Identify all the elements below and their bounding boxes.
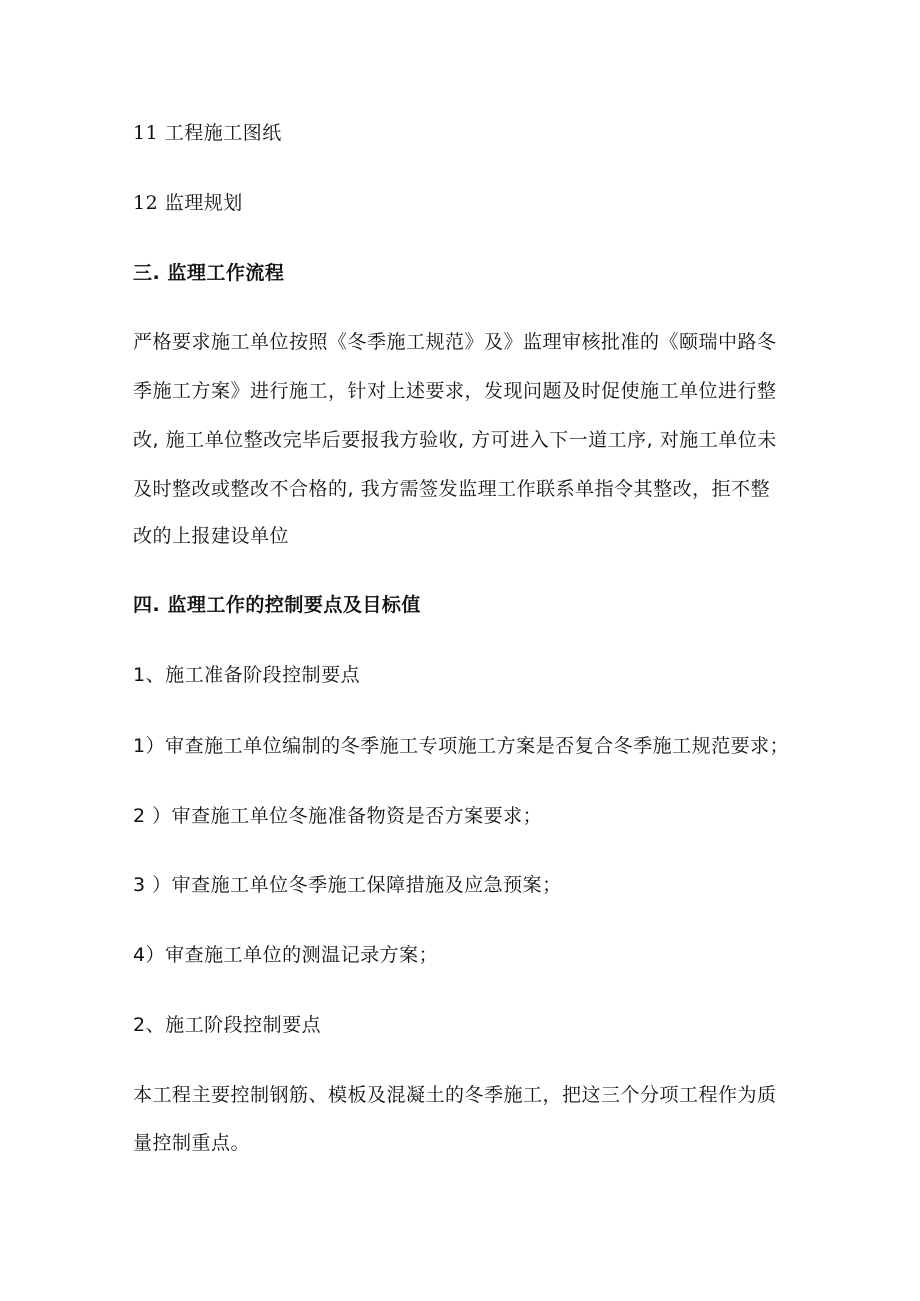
- paragraph-line: 季施工方案》进行施工，针对上述要求，发现问题及时促使施工单位进行整: [133, 380, 777, 402]
- list-item: [133, 121, 282, 145]
- subsection-heading: 1、施工准备阶段控制要点: [133, 664, 361, 686]
- paragraph-line: 及时整改或整改不合格的, 我方需签发监理工作联系单指令其整改，拒不整: [133, 478, 771, 500]
- list-item: 4）审查施工单位的测温记录方案；: [133, 944, 439, 966]
- list-item: 2 ）审查施工单位冬施准备物资是否方案要求；: [133, 805, 543, 827]
- subsection-heading: 2、施工阶段控制要点: [133, 1014, 322, 1036]
- item-number: 12: [133, 192, 159, 214]
- paragraph-line: 严格要求施工单位按照《冬季施工规范》及》监理审核批准的《颐瑞中路冬: [133, 331, 777, 353]
- item-text: 监理规划: [164, 192, 243, 214]
- paragraph-line: 改, 施工单位整改完毕后要报我方验收, 方可进入下一道工序, 对施工单位未: [133, 429, 777, 451]
- list-item: [133, 191, 243, 215]
- item-number: 11: [133, 122, 159, 144]
- list-item: 1）审查施工单位编制的冬季施工专项施工方案是否复合冬季施工规范要求；: [133, 735, 790, 757]
- section-heading: 四. 监理工作的控制要点及目标值: [133, 594, 421, 616]
- list-item: 3 ）审查施工单位冬季施工保障措施及应急预案；: [133, 874, 562, 896]
- paragraph-line: 量控制重点。: [133, 1132, 251, 1154]
- item-text: 工程施工图纸: [164, 122, 282, 144]
- paragraph-line: 改的上报建设单位: [133, 525, 290, 547]
- section-heading: 三. 监理工作流程: [133, 262, 285, 284]
- paragraph-line: 本工程主要控制钢筋、模板及混凝土的冬季施工，把这三个分项工程作为质: [133, 1084, 777, 1106]
